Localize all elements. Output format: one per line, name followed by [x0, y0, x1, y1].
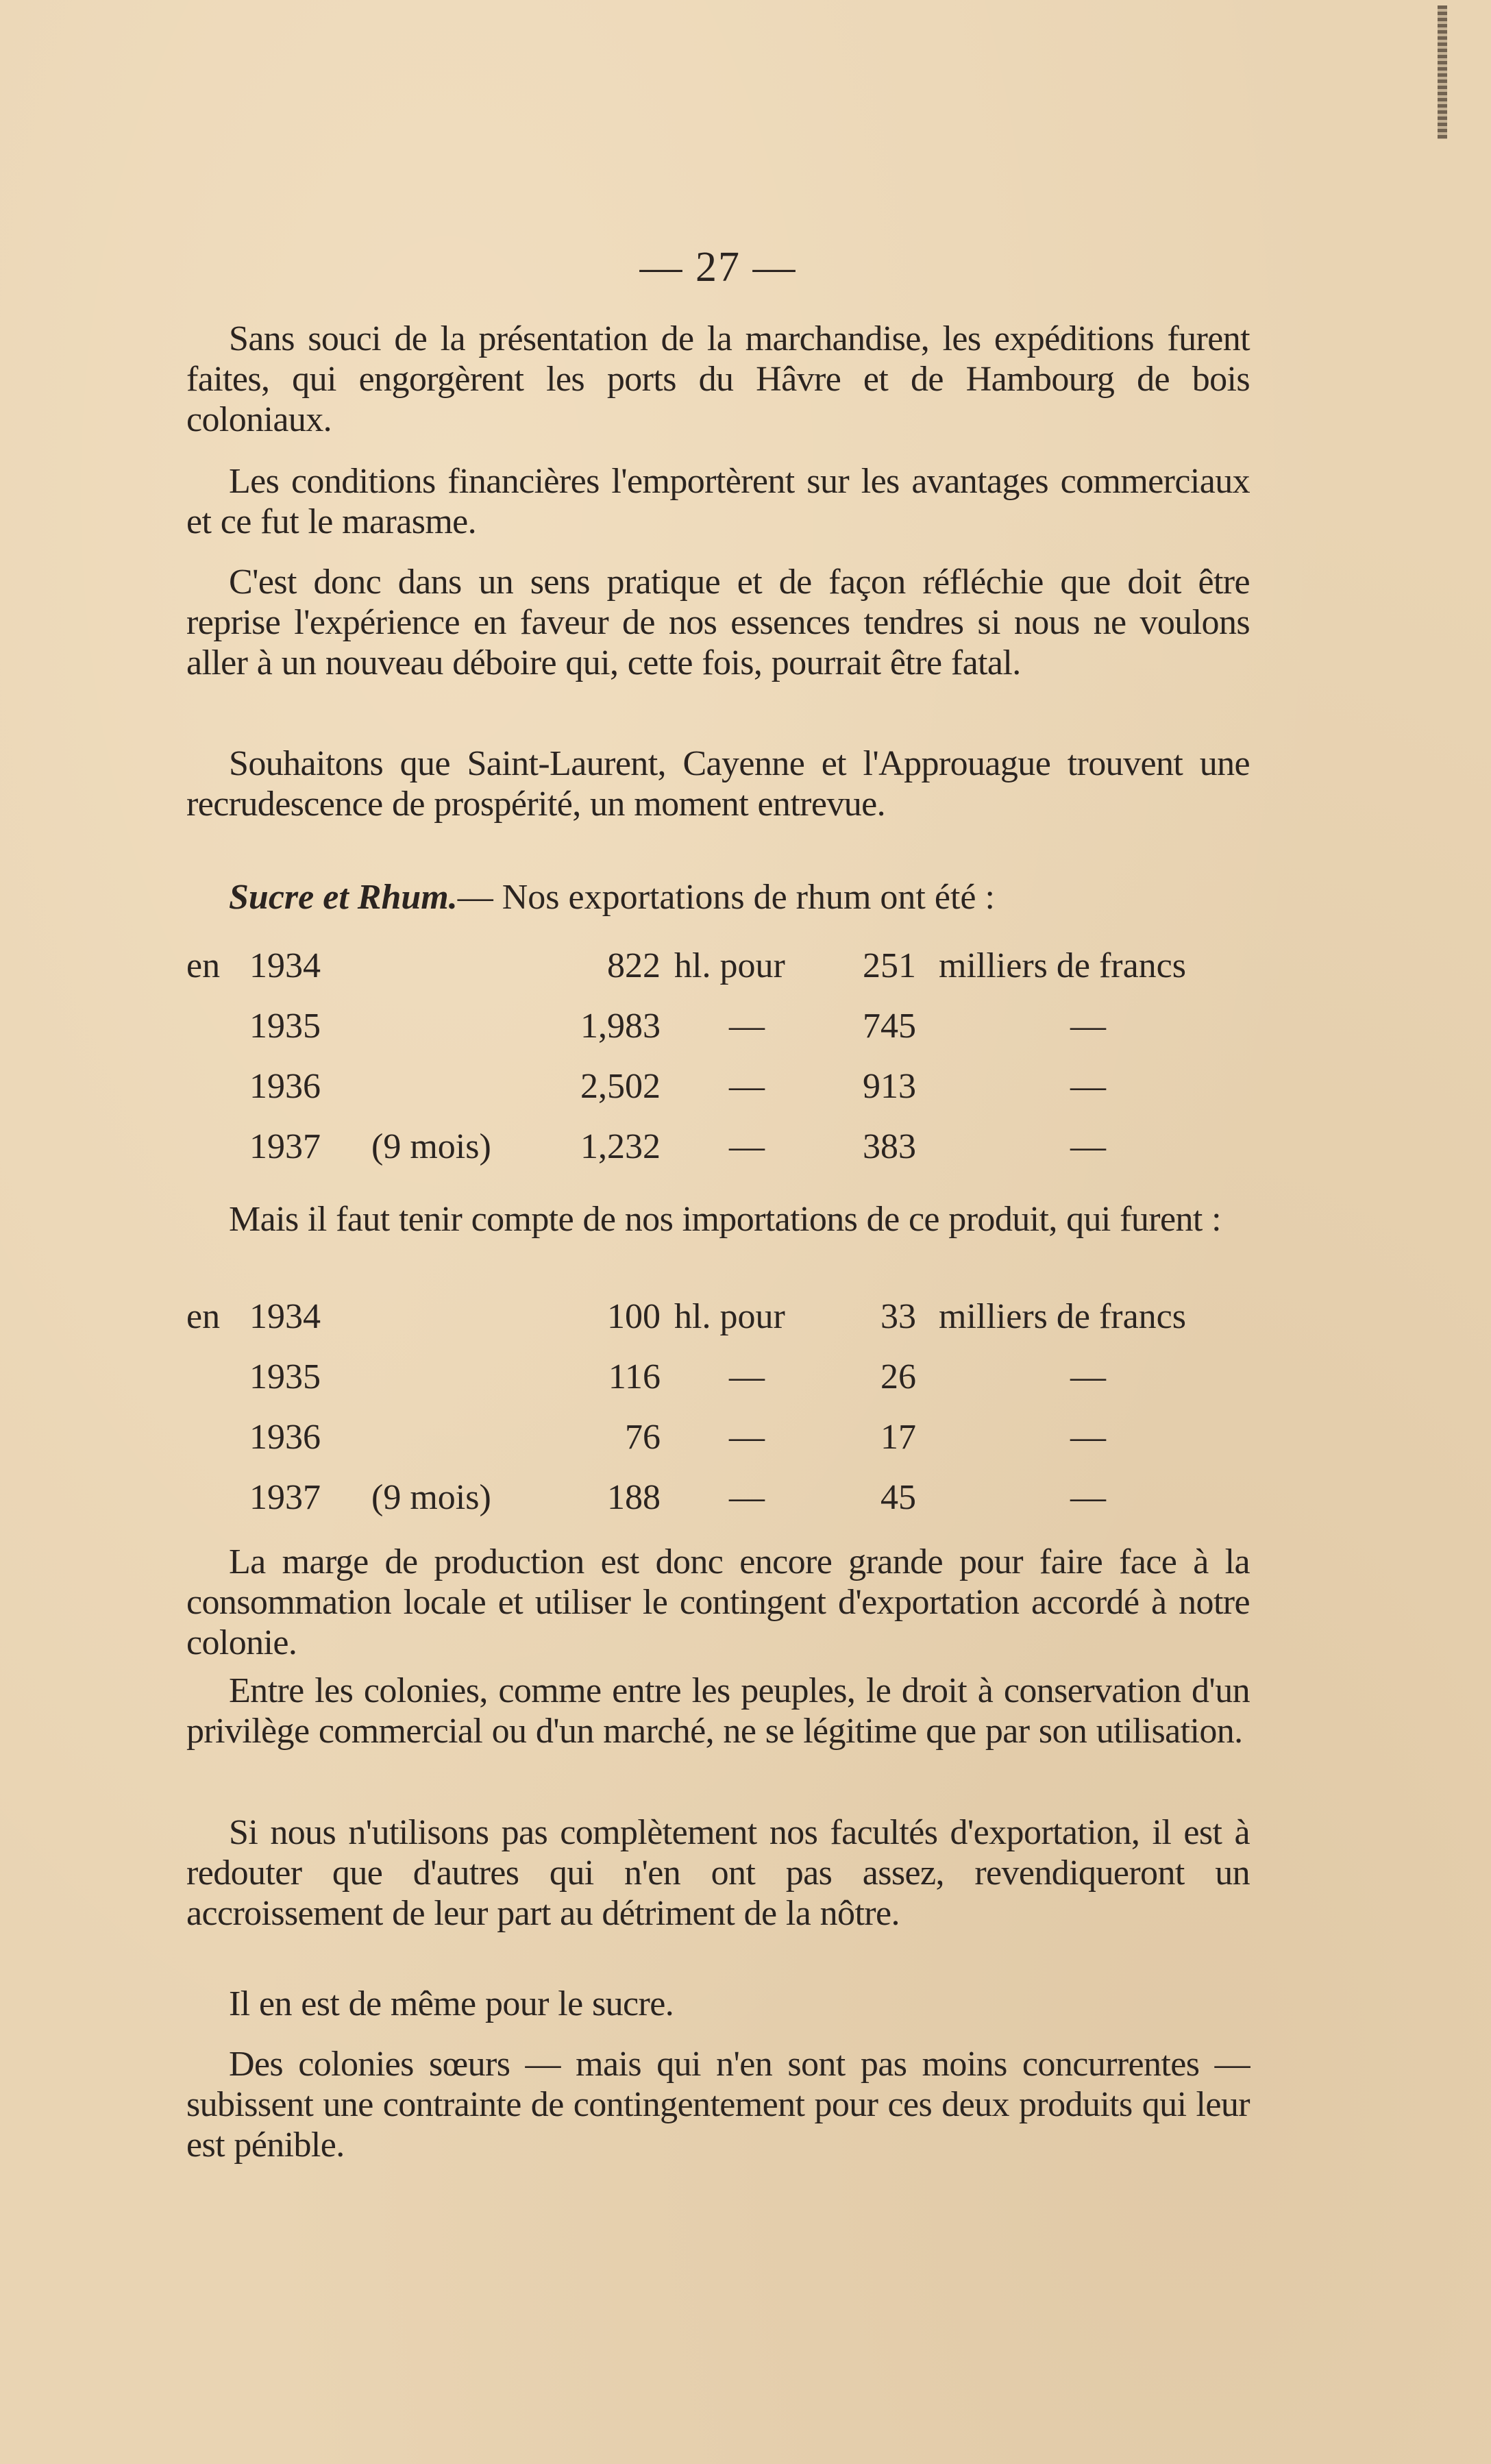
row-year: 1937	[249, 1478, 321, 1517]
row-quantity: 76	[625, 1418, 661, 1457]
row-value: 26	[880, 1357, 916, 1396]
row-year: 1937	[249, 1127, 321, 1166]
row-currency: milliers de francs	[939, 946, 1186, 985]
row-note: (9 mois)	[371, 1127, 491, 1166]
paragraph-imports-intro: Mais il faut tenir compte de nos importations de ce produit, qui furent :	[229, 1200, 1221, 1239]
section-heading-sucre-rhum	[186, 877, 1250, 917]
ditto-dash: —	[729, 1478, 765, 1517]
table-row	[186, 1066, 1250, 1126]
ditto-dash: —	[729, 1127, 765, 1166]
ditto-dash: —	[1070, 1418, 1106, 1457]
row-prefix: en	[186, 1297, 221, 1336]
paragraph-financial-conditions: Les conditions financières l'emportèrent sur les avantages commerciaux et ce fut le marasme.	[186, 462, 1250, 541]
table-row	[186, 1296, 1250, 1357]
margin-stamp-mark	[1438, 5, 1447, 139]
paragraph-shipments: Sans souci de la présentation de la marchandise, les expéditions furent faites, qui engorgèrent les ports du Hâvre et de Hambourg de bois coloniaux.	[186, 319, 1250, 439]
row-value: 251	[863, 946, 916, 985]
row-year: 1935	[249, 1007, 321, 1046]
ditto-dash: —	[729, 1067, 765, 1106]
row-year: 1936	[249, 1418, 321, 1457]
table-row	[186, 1477, 1250, 1538]
row-quantity: 100	[607, 1297, 661, 1336]
ditto-dash: —	[1070, 1357, 1106, 1396]
ditto-dash: —	[1070, 1067, 1106, 1106]
row-unit: hl. pour	[674, 946, 785, 985]
row-value: 745	[863, 1007, 916, 1046]
row-unit: hl. pour	[674, 1297, 785, 1336]
row-quantity: 822	[607, 946, 661, 985]
paragraph-practical-approach: C'est donc dans un sens pratique et de façon réfléchie que doit être reprise l'expérience en faveur de nos essences tendres si nous ne voulons aller à un nouveau déboire qui, cette fois, pourrait être fatal.	[186, 563, 1250, 682]
table-row	[186, 1357, 1250, 1417]
row-value: 913	[863, 1067, 916, 1106]
row-value: 33	[880, 1297, 916, 1336]
ditto-dash: —	[729, 1007, 765, 1046]
paragraph-sister-colonies: Des colonies sœurs — mais qui n'en sont pas moins concurrentes — subissent une contrainte de contingentement pour ces deux produits qui leur est pénible.	[186, 2045, 1250, 2165]
row-quantity: 1,232	[580, 1127, 661, 1166]
rum-imports-table	[186, 1296, 1250, 1538]
paragraph-prosperity-wish: Souhaitons que Saint-Laurent, Cayenne et l'Approuague trouvent une recrudescence de prospérité, un moment entrevue.	[186, 744, 1250, 824]
row-year: 1934	[249, 946, 321, 985]
ditto-dash: —	[1070, 1478, 1106, 1517]
table-row	[186, 946, 1250, 1006]
row-quantity: 116	[608, 1357, 661, 1396]
row-value: 17	[880, 1418, 916, 1457]
section-title: Sucre et Rhum.	[229, 878, 458, 917]
row-prefix: en	[186, 946, 221, 985]
table-row	[186, 1126, 1250, 1187]
ditto-dash: —	[1070, 1007, 1106, 1046]
ditto-dash: —	[729, 1357, 765, 1396]
section-intro: — Nos exportations de rhum ont été :	[457, 878, 995, 917]
ditto-dash: —	[1070, 1127, 1106, 1166]
paragraph-production-margin: La marge de production est donc encore grande pour faire face à la consommation locale et utiliser le contingent d'exportation accordé à notre colonie.	[186, 1542, 1250, 1662]
row-year: 1934	[249, 1297, 321, 1336]
paragraph-colonies-rights: Entre les colonies, comme entre les peuples, le droit à conservation d'un privilège commercial ou d'un marché, ne se légitime que par son utilisation.	[186, 1671, 1250, 1751]
row-quantity: 2,502	[580, 1067, 661, 1106]
table-row	[186, 1417, 1250, 1477]
row-currency: milliers de francs	[939, 1297, 1186, 1336]
row-quantity: 1,983	[580, 1007, 661, 1046]
row-value: 45	[880, 1478, 916, 1517]
row-year: 1936	[249, 1067, 321, 1106]
page-number: — 27 —	[639, 244, 797, 291]
ditto-dash: —	[729, 1418, 765, 1457]
row-year: 1935	[249, 1357, 321, 1396]
table-row	[186, 1006, 1250, 1066]
paragraph-sugar: Il en est de même pour le sucre.	[229, 1984, 674, 2023]
paragraph-export-capacity: Si nous n'utilisons pas complètement nos facultés d'exportation, il est à redouter que d'autres qui n'en ont pas assez, revendiqueront un accroissement de leur part au détriment de la nôtre.	[186, 1813, 1250, 1933]
rum-exports-table	[186, 946, 1250, 1187]
row-value: 383	[863, 1127, 916, 1166]
row-quantity: 188	[607, 1478, 661, 1517]
row-note: (9 mois)	[371, 1478, 491, 1517]
